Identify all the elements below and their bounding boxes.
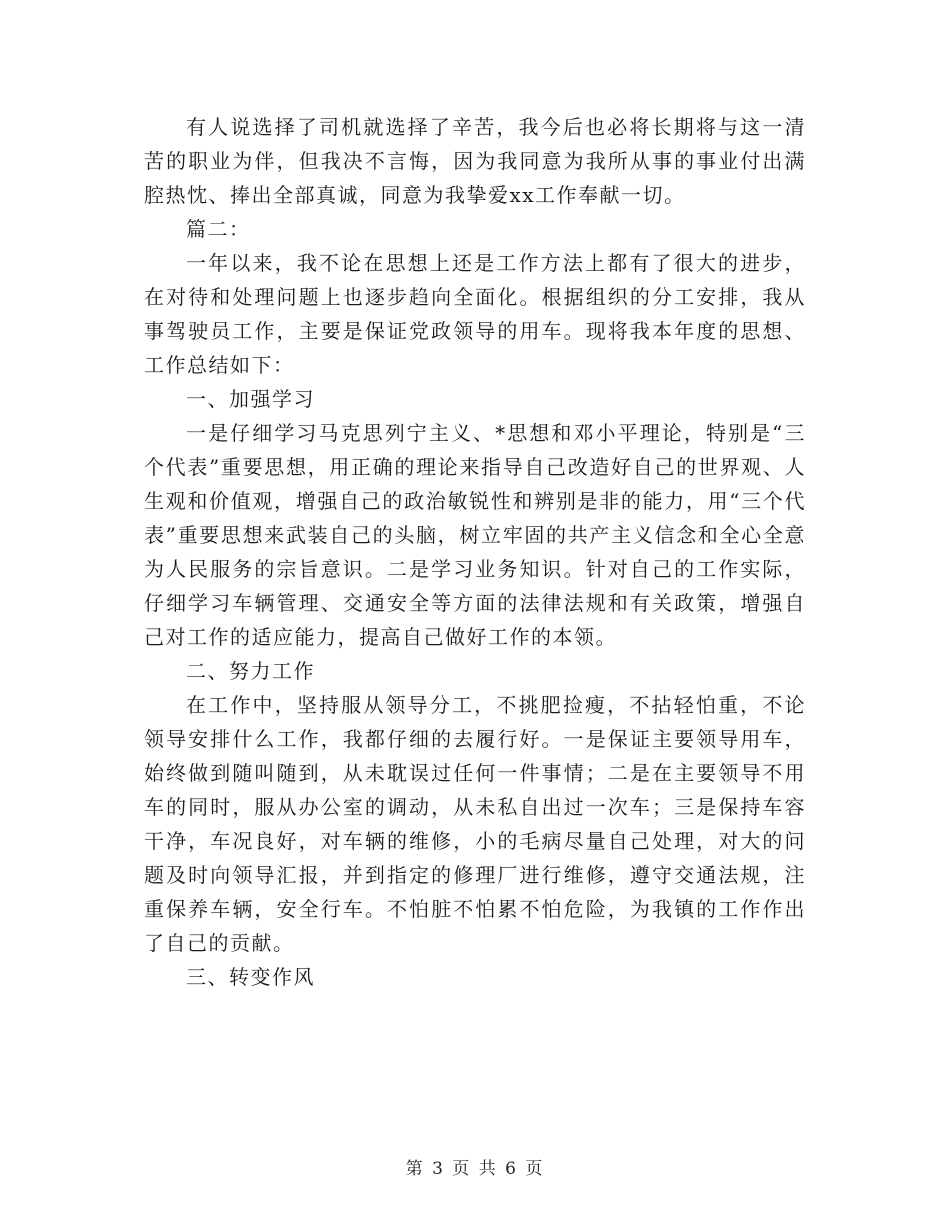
paragraph-intro: 一年以来，我不论在思想上还是工作方法上都有了很大的进步，在对待和处理问题上也逐步趋向全面化。根据组织的分工安排，我从事驾驶员工作，主要是保证党政领导的用车。现将我本年度的思想、工作总结如下： bbox=[144, 251, 806, 377]
section-heading-study: 一、加强学习 bbox=[186, 387, 315, 411]
section-heading-part-two: 篇二： bbox=[186, 217, 251, 241]
paragraph-closing: 有人说选择了司机就选择了辛苦，我今后也必将长期将与这一清苦的职业为伴，但我决不言悔，因为我同意为我所从事的事业付出满腔热忱、捧出全部真诚，同意为我挚爱xx工作奉献一切。 bbox=[144, 115, 806, 207]
paragraph-work: 在工作中，坚持服从领导分工，不挑肥捡瘦，不拈轻怕重，不论领导安排什么工作，我都仔细的去履行好。一是保证主要领导用车，始终做到随叫随到，从未耽误过任何一件事情；二是在主要领导不用车的同时，服从办公室的调动，从未私自出过一次车；三是保持车容干净，车况良好，对车辆的维修，小的毛病尽量自己处理，对大的问题及时向领导汇报，并到指定的修理厂进行维修，遵守交通法规，注重保养车辆，安全行车。不怕脏不怕累不怕危险，为我镇的工作作出了自己的贡献。 bbox=[144, 693, 806, 955]
paragraph-study: 一是仔细学习马克思列宁主义、*思想和邓小平理论，特别是“三个代表”重要思想，用正确的理论来指导自己改造好自己的世界观、人生观和价值观，增强自己的政治敏锐性和辨别是非的能力，用“三个代表”重要思想来武装自己的头脑，树立牢固的共产主义信念和全心全意为人民服务的宗旨意识。二是学习业务知识。针对自己的工作实际，仔细学习车辆管理、交通安全等方面的法律法规和有关政策，增强自己对工作的适应能力，提高自己做好工作的本领。 bbox=[144, 421, 806, 649]
section-heading-work: 二、努力工作 bbox=[186, 659, 315, 683]
document-body bbox=[144, 110, 806, 994]
section-heading-style: 三、转变作风 bbox=[186, 965, 315, 989]
page-number-footer: 第 3 页 共 6 页 bbox=[405, 1159, 545, 1179]
